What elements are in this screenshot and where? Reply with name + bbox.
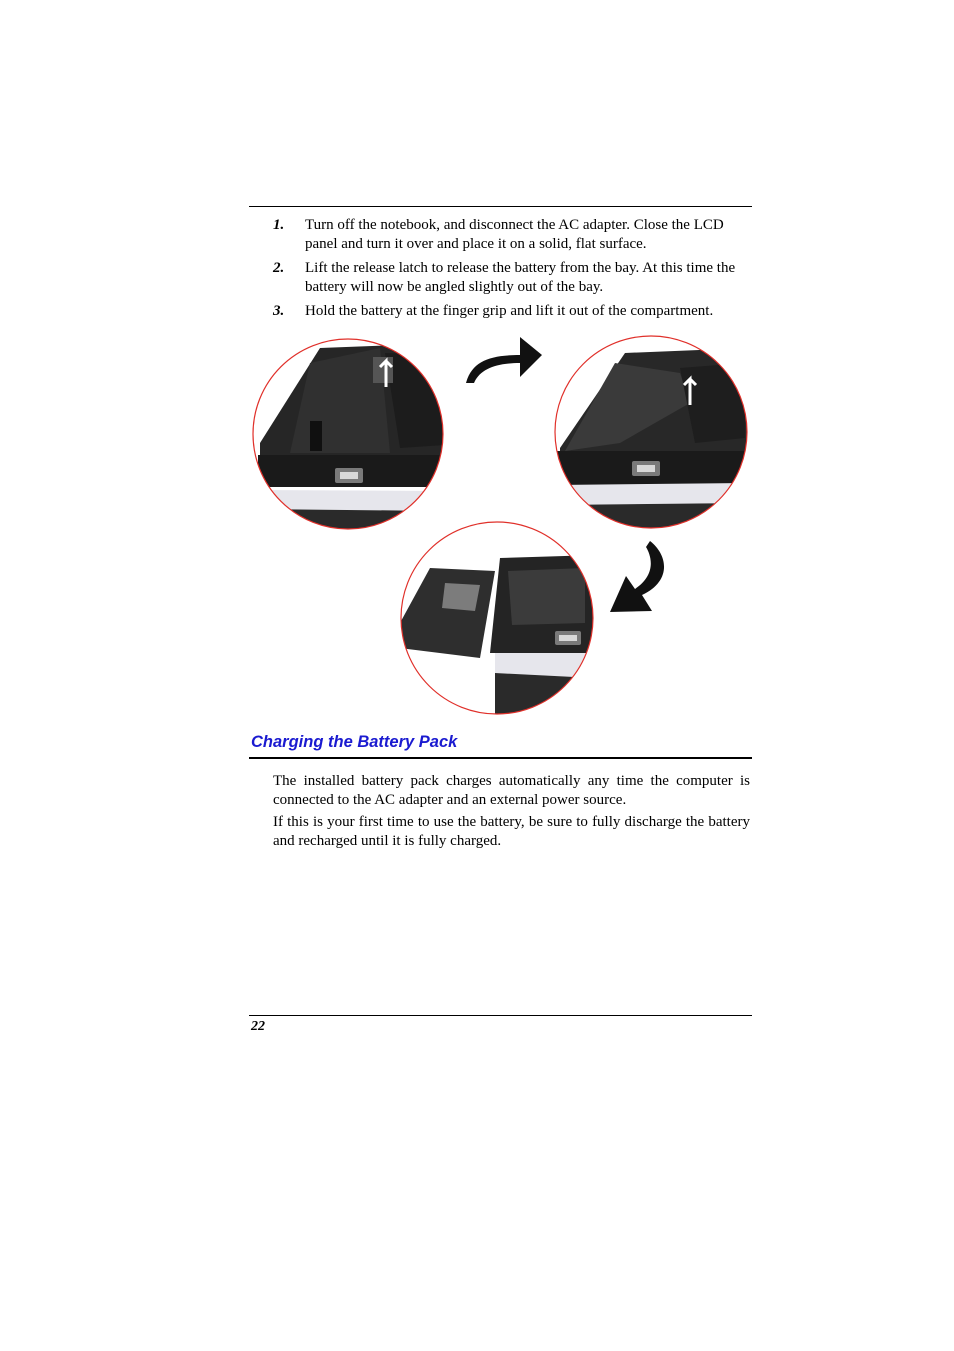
footer-rule	[249, 1015, 752, 1016]
battery-removal-illustration	[250, 333, 750, 718]
step-number: 3.	[273, 303, 285, 319]
page-number: 22	[251, 1019, 265, 1034]
photo-step-2	[550, 336, 750, 533]
photo-step-3	[400, 522, 595, 718]
section-rule	[249, 757, 752, 759]
step-number: 1.	[273, 217, 285, 233]
section-title: Charging the Battery Pack	[251, 733, 458, 751]
step-text: Turn off the notebook, and disconnect the AC adapter. Close the LCD panel and turn it over and place it on a solid, flat surface.	[305, 217, 724, 252]
removal-steps-list	[273, 216, 753, 327]
step-2	[273, 259, 753, 296]
photo-step-1	[250, 339, 453, 533]
arrow-down-left-icon	[610, 541, 664, 612]
top-rule	[249, 206, 752, 207]
step-3	[273, 302, 753, 321]
arrow-right-icon	[466, 337, 542, 383]
step-text: Lift the release latch to release the battery from the bay. At this time the battery will now be angled slightly out of the bay.	[305, 260, 736, 295]
step-number: 2.	[273, 260, 285, 276]
paragraph-auto-charge: The installed battery pack charges automatically any time the computer is connected to the AC adapter and an external power source.	[273, 773, 750, 808]
paragraph-first-use: If this is your first time to use the battery, be sure to fully discharge the battery and recharged until it is fully charged.	[273, 814, 750, 849]
step-1	[273, 216, 753, 253]
step-text: Hold the battery at the finger grip and lift it out of the compartment.	[305, 303, 714, 319]
